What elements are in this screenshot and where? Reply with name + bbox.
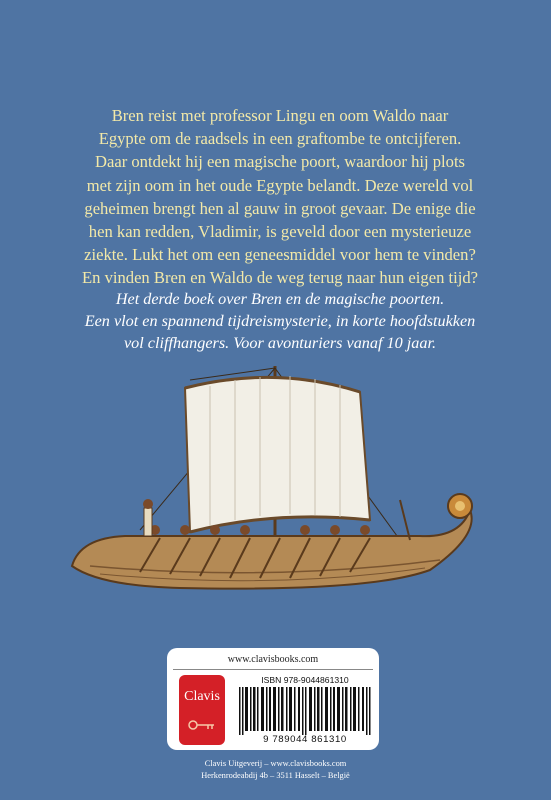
back-cover-blurb: [60, 104, 500, 290]
publisher-info-box: [167, 648, 379, 750]
blurb-line: ziekte. Lukt het om een geneesmiddel voor hem te vinden?: [84, 245, 476, 265]
isbn-label: ISBN 978-9044861310: [261, 675, 349, 685]
barcode-number: 9 789044 861310: [263, 734, 347, 745]
blurb-line: Bren reist met professor Lingu en oom Waldo naar: [111, 106, 449, 125]
blurb-line: met zijn oom in het oude Egypte belandt. Deze wereld vol: [86, 175, 474, 195]
blurb-line: Daar ontdekt hij een magische poort, waardoor hij plots: [94, 152, 466, 172]
website-url: www.clavisbooks.com: [227, 654, 319, 665]
egyptian-ship-icon: [70, 360, 490, 600]
blurb-line: Egypte om de raadsels in een graftombe te ontcijferen.: [98, 129, 462, 149]
clavis-logo: [179, 675, 225, 745]
publisher-line: Clavis Uitgeverij – www.clavisbooks.com: [204, 759, 347, 768]
publisher-line: Herkenrodeabdij 4b – 3511 Hasselt – België: [201, 770, 350, 780]
divider: [173, 669, 373, 670]
tagline-line: vol cliffhangers. Voor avonturiers vanaf 10 jaar.: [123, 334, 437, 352]
key-icon: [188, 719, 216, 731]
publisher-address: [0, 758, 551, 781]
tagline-line: Een vlot en spannend tijdreismysterie, in korte hoofdstukken: [84, 312, 476, 330]
blurb-line: En vinden Bren en Waldo de weg terug naar hun eigen tijd?: [81, 268, 479, 288]
series-tagline: [60, 288, 500, 354]
blurb-line: hen kan redden, Vladimir, is geveld door een mysterieuze: [88, 222, 472, 242]
logo-text: Clavis: [184, 689, 220, 704]
tagline-line: Het derde boek over Bren en de magische poorten.: [115, 290, 445, 308]
blurb-line: geheimen brengt hen al gauw in groot gevaar. De enige die: [84, 198, 476, 218]
barcode-icon: [235, 687, 375, 735]
